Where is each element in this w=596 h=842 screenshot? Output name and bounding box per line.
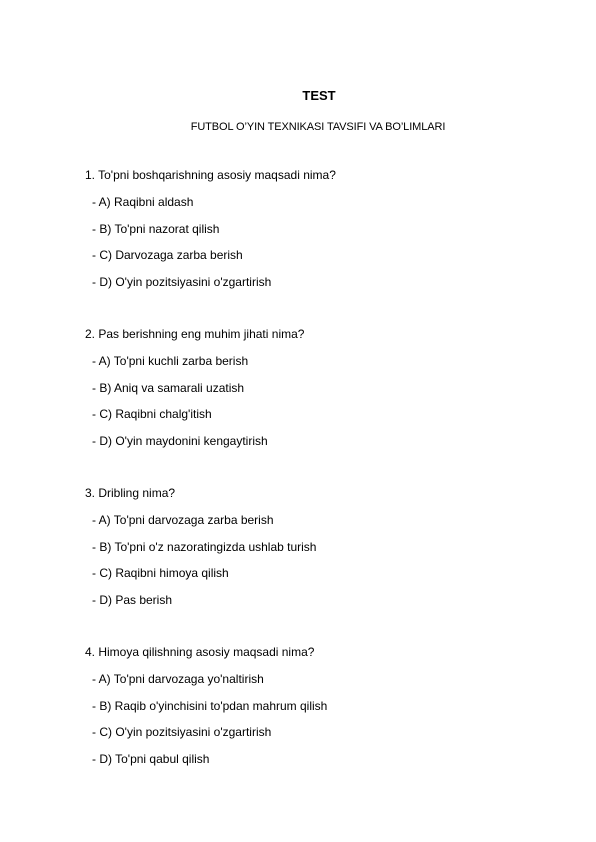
document-subtitle: FUTBOL O’YIN TEXNIKASI TAVSIFI VA BO’LIMLARI [190, 121, 446, 133]
document-title: TEST [302, 88, 336, 103]
answer-option-d: - D) To'pni qabul qilish [92, 751, 210, 766]
question-text: 2. Pas berishning eng muhim jihati nima? [85, 327, 305, 341]
answer-option-c: - C) Raqibni himoya qilish [92, 566, 229, 580]
answer-option-b: - B) To'pni o'z nazoratingizda ushlab turish [92, 539, 317, 554]
answer-option-c: - C) Raqibni chalg'itish [92, 407, 212, 421]
question-block-3 [85, 486, 565, 619]
answer-option-c: - C) O'yin pozitsiyasini o'zgartirish [92, 725, 272, 739]
question-block-1 [85, 168, 565, 301]
answer-option-c: - C) Darvozaga zarba berish [92, 248, 243, 262]
question-text: 3. Dribling nima? [85, 486, 176, 500]
answer-option-a: - A) To'pni darvozaga zarba berish [92, 513, 274, 527]
answer-option-a: - A) To'pni kuchli zarba berish [92, 354, 249, 368]
question-text: 1. To'pni boshqarishning asosiy maqsadi nima? [85, 168, 336, 182]
answer-option-d: - D) O'yin maydonini kengaytirish [92, 433, 268, 448]
answer-option-a: - A) Raqibni aldash [92, 195, 194, 209]
question-block-4 [85, 645, 565, 778]
answer-option-b: - B) To'pni nazorat qilish [92, 221, 220, 236]
question-text: 4. Himoya qilishning asosiy maqsadi nima? [85, 645, 315, 659]
question-block-2 [85, 327, 565, 460]
answer-option-b: - B) Aniq va samarali uzatish [92, 380, 245, 395]
answer-option-a: - A) To'pni darvozaga yo'naltirish [92, 672, 264, 686]
answer-option-d: - D) O'yin pozitsiyasini o'zgartirish [92, 274, 272, 289]
answer-option-b: - B) Raqib o'yinchisini to'pdan mahrum qilish [92, 698, 328, 713]
answer-option-d: - D) Pas berish [92, 592, 173, 607]
